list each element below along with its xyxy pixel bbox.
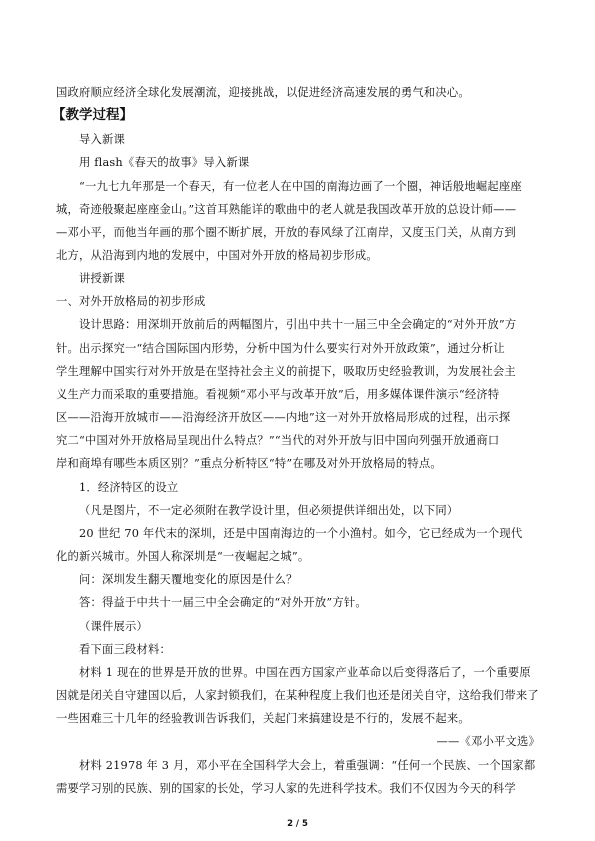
text-line: 20 世纪 70 年代末的深圳，还是中国南海边的一个小渔村。如今，它已经成为一个现代 — [79, 527, 523, 540]
material-line: 材料 21978 年 3 月，邓小平在全国科学大会上，着重强调：“任何一个民族、一个国家都 — [79, 759, 536, 772]
text-line: —邓小平，而他当年画的那个圈不断扩展，开放的春风绿了江南岸，又度玉门关，从南方到 — [56, 226, 516, 239]
text-line: 义生产力而采取的重要措施。看视频“邓小平与改革开放”后，用多媒体课件演示“经济特 — [56, 388, 500, 401]
material-line: 一些困难三十几年的经验教训告诉我们，关起门来搞建设是不行的，发展不起来。 — [56, 712, 470, 725]
text-line: 讲授新课 — [79, 272, 125, 285]
text-line: 岸和商埠有哪些本质区别？”重点分析特区“特”在哪及对外开放格局的特点。 — [56, 457, 442, 470]
subsection-title: 一、对外开放格局的初步形成 — [56, 295, 206, 308]
text-line: 针。出示探究一“结合国际国内形势，分析中国为什么要实行对外开放政策”，通过分析让 — [56, 342, 505, 355]
text-line: 导入新课 — [79, 133, 125, 146]
material-line: 因就是闭关自守建国以后，人家封锁我们，在某种程度上我们也还是闭关自守，这给我们带来了 — [56, 689, 539, 702]
text-line: 用 flash《春天的故事》导入新课 — [79, 156, 250, 169]
text-line: 北方，从沿海到内地的发展中，中国对外开放的格局初步形成。 — [56, 249, 378, 262]
text-line: 国政府顺应经济全球化发展潮流，迎接挑战，以促进经济高速发展的勇气和决心。 — [56, 86, 470, 99]
text-line: 设计思路：用深圳开放前后的两幅图片，引出中共十一届三中全会确定的“对外开放”方 — [79, 318, 517, 331]
text-line: 区——沿海开放城市——沿海经济开放区——内地”这一对外开放格局形成的过程，出示探 — [56, 411, 511, 424]
text-line: （凡是图片，不一定必须附在教学设计里，但必须提供详细出处，以下同） — [79, 504, 459, 517]
material-line: 需要学习别的民族、别的国家的长处，学习人家的先进科学技术。我们不仅因为今天的科学 — [56, 782, 516, 795]
subsection-title: 1．经济特区的设立 — [79, 481, 179, 494]
text-line: 城，奇迹般聚起座座金山。”这首耳熟能详的歌曲中的老人就是我国改革开放的总设计师—— — [56, 203, 517, 216]
text-line: 化的新兴城市。外国人称深圳是“一夜崛起之城”。 — [56, 550, 310, 563]
material-line: 材料 1 现在的世界是开放的世界。中国在西方国家产业革命以后变得落后了，一个重要原 — [79, 666, 531, 679]
text-line: 看下面三段材料： — [79, 643, 171, 656]
text-line: （课件展示） — [79, 620, 148, 633]
section-heading: 【教学过程】 — [52, 107, 133, 123]
page-number: 2 / 5 — [287, 819, 308, 829]
text-line: 究二“中国对外开放格局呈现出什么特点？”“当代的对外开放与旧中国向列强开放通商口 — [56, 434, 500, 447]
text-line: 学生理解中国实行对外开放是在坚持社会主义的前提下，吸取历史经验教训，为发展社会主 — [56, 365, 516, 378]
question-line: 问：深圳发生翻天覆地变化的原因是什么？ — [79, 573, 298, 586]
citation: ——《邓小平文选》 — [436, 735, 540, 748]
text-line: “一九七九年那是一个春天，有一位老人在中国的南海边画了一个圈，神话般地崛起座座 — [79, 180, 522, 193]
answer-line: 答：得益于中共十一届三中全会确定的“对外开放”方针。 — [79, 596, 367, 609]
